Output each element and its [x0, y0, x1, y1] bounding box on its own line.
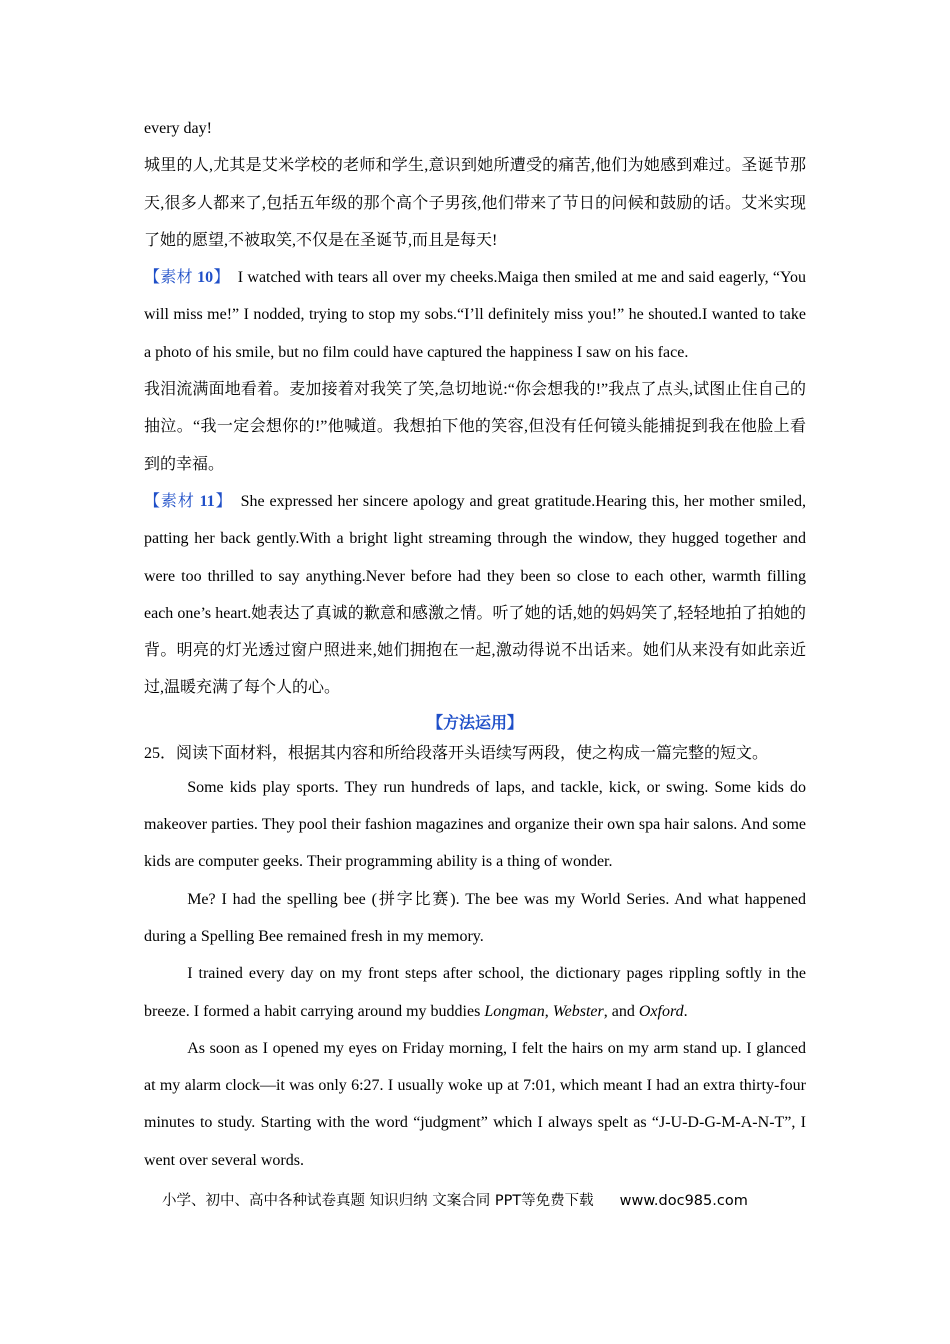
material-11: [144, 483, 806, 707]
material-9-chinese: 城里的人,尤其是艾米学校的老师和学生,意识到她所遭受的痛苦,他们为她感到难过。圣诞节那天,很多人都来了,包括五年级的那个高个子男孩,他们带来了节日的问候和鼓励的话。艾米实现了她的愿望,不被取笑,不仅是在圣诞节,而且是每天!: [144, 157, 806, 249]
intro-line: every day!: [144, 120, 212, 137]
material-11-text: She expressed her sincere apology and great gratitude.Hearing this, her mother smiled, patting her back gently.With a bright light streaming through the window, they hugged together and were too thrilled to say anything.Never before had they been so close to each other, warmth filling each one’s heart.她表达了真诚的歉意和感激之情。听了她的话,她的妈妈笑了,轻轻地拍了拍她的背。明亮的灯光透过窗户照进来,她们拥抱在一起,激动得说不出话来。她们从来没有如此亲近过,温暖充满了每个人的心。: [144, 492, 806, 697]
section-title: 【方法运用】: [426, 714, 523, 732]
page-footer: [162, 1189, 802, 1210]
material-10-english: [144, 259, 806, 371]
document-page: [144, 110, 806, 1179]
book-oxford: Oxford: [638, 1002, 684, 1020]
question-prompt: 25．阅读下面材料，根据其内容和所给段落开头语续写两段，使之构成一篇完整的短文。: [144, 744, 769, 762]
story-paragraph-3: I trained every day on my front steps after school, the dictionary pages rippling softly in the breeze. I formed a habit carrying around my buddies Longman, Webster, and Oxford.: [144, 965, 806, 1020]
footer-site-link[interactable]: www.doc985.com: [619, 1193, 748, 1209]
book-webster: Webster: [552, 1002, 604, 1020]
story-paragraph-4: As soon as I opened my eyes on Friday morning, I felt the hairs on my arm stand up. I glanced at my alarm clock—it was only 6:27. I usually woke up at 7:01, which meant I had an extra thirty-four minutes to study. Starting with the word “judgment” which I always spelt as “J-U-D-G-M-A-N-T”, I went over several words.: [144, 1039, 806, 1169]
book-longman: Longman: [484, 1002, 545, 1020]
footer-text: 小学、初中、高中各种试卷真题 知识归纳 文案合同 PPT等免费下载: [162, 1193, 594, 1209]
material-10-tag: 【素材 10】: [144, 269, 230, 287]
story-paragraph-1: Some kids play sports. They run hundreds of laps, and tackle, kick, or swing. Some kids do makeover parties. They pool their fashion magazines and organize their own spa hair salons. And some kids are computer geeks. Their programming ability is a thing of wonder.: [144, 778, 806, 871]
material-10-text: I watched with tears all over my cheeks.Maiga then smiled at me and said eagerly, “You will miss me!” I nodded, trying to stop my sobs.“I’ll definitely miss you!” he shouted.I wanted to take a photo of his smile, but no film could have captured the happiness I saw on his face.: [144, 269, 806, 361]
material-11-tag: 【素材 11】: [144, 492, 233, 510]
story-paragraph-2: Me? I had the spelling bee (拼字比赛). The bee was my World Series. And what happened during a Spelling Bee remained fresh in my memory.: [144, 890, 806, 945]
material-10-chinese: 我泪流满面地看着。麦加接着对我笑了笑,急切地说:“你会想我的!”我点了点头,试图止住自己的抽泣。“我一定会想你的!”他喊道。我想拍下他的笑容,但没有任何镜头能捕捉到我在他脸上看到的幸福。: [144, 381, 806, 473]
